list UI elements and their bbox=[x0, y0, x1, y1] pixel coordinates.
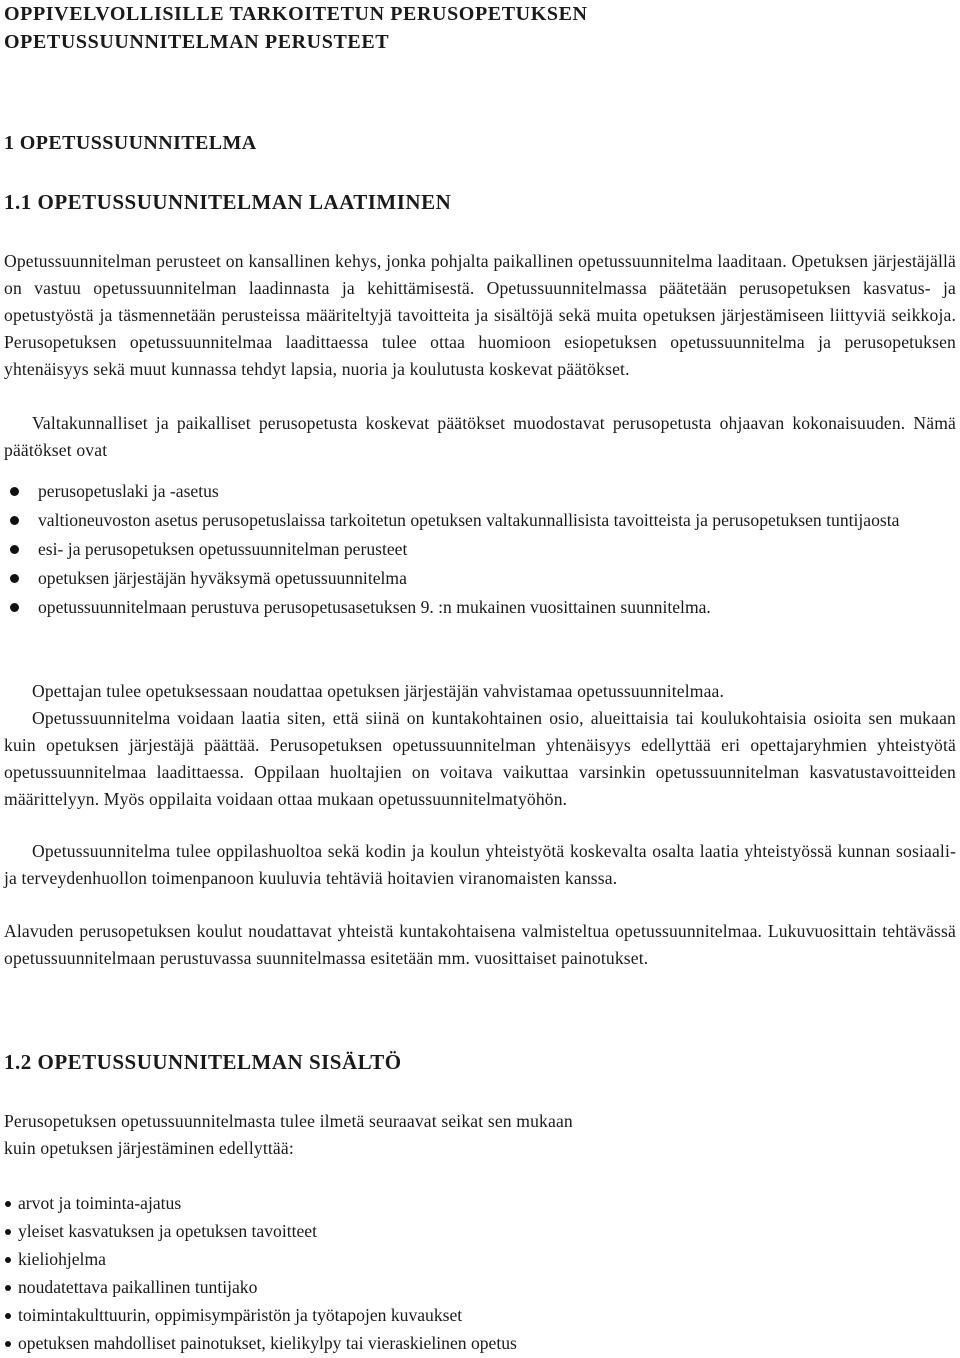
bullet-icon bbox=[5, 1285, 11, 1291]
bullet-icon bbox=[5, 1341, 11, 1347]
document-title bbox=[4, 0, 588, 56]
list-item: yleiset kasvatuksen ja opetuksen tavoitteet bbox=[0, 1217, 956, 1245]
list-item: perusopetuslaki ja -asetus bbox=[0, 477, 956, 506]
paragraph-structure: Opetussuunnitelma voidaan laatia siten, että siinä on kuntakohtainen osio, alueittaisia tai koulukohtaisia osioita sen mukaan kuin opetuksen järjestäjä päättää. Perusopetuksen opetussuunnitelman yhtenäisyys edellyttää eri opettajaryhmien yhteistyötä opetussuunnitelmaa laadittaessa. Oppilaan huoltajien on voitava vaikuttaa varsinkin opetussuunnitelman kasvatustavoitteiden määrittelyyn. Myös oppilaita voidaan ottaa mukaan opetussuunnitelmatyöhön. bbox=[4, 708, 956, 809]
decisions-list bbox=[0, 477, 956, 622]
paragraph-teacher: Opettajan tulee opetuksessaan noudattaa opetuksen järjestäjän vahvistamaa opetussuunnitelmaa. bbox=[32, 681, 725, 701]
bullet-icon bbox=[5, 1229, 11, 1235]
list-item: valtioneuvoston asetus perusopetuslaissa tarkoitetun opetuksen valtakunnallisista tavoitteista ja perusopetuksen tuntijaosta bbox=[0, 506, 956, 535]
paragraph-contents-intro bbox=[4, 1108, 956, 1162]
bullet-icon bbox=[5, 1201, 11, 1207]
bullet-icon bbox=[5, 1257, 11, 1263]
bullet-icon bbox=[10, 574, 19, 583]
paragraph-pupil-welfare: Opetussuunnitelma tulee oppilashuoltoa sekä kodin ja koulun yhteistyötä koskevalta osalta laatia yhteistyössä kunnan sosiaali- ja terveydenhuollon toimenpanoon kuuluvia tehtäviä hoitavien viranomaisten kanssa. bbox=[4, 841, 956, 888]
list-item: opetuksen mahdolliset painotukset, kielikylpy tai vieraskielinen opetus bbox=[0, 1329, 956, 1357]
list-item: arvot ja toiminta-ajatus bbox=[0, 1189, 956, 1217]
contents-intro-line-2: kuin opetuksen järjestäminen edellyttää: bbox=[4, 1138, 294, 1158]
title-line-1: OPPIVELVOLLISILLE TARKOITETUN PERUSOPETUKSEN bbox=[4, 3, 588, 25]
list-item: esi- ja perusopetuksen opetussuunnitelman perusteet bbox=[0, 535, 956, 564]
contents-intro-line-1: Perusopetuksen opetussuunnitelmasta tulee ilmetä seuraavat seikat sen mukaan bbox=[4, 1111, 573, 1131]
list-item: opetuksen järjestäjän hyväksymä opetussuunnitelma bbox=[0, 564, 956, 593]
paragraph-framework: Opetussuunnitelman perusteet on kansallinen kehys, jonka pohjalta paikallinen opetussuunnitelma laaditaan. Opetuksen järjestäjällä on vastuu opetussuunnitelman laadinnasta ja kehittämisestä. Opetussuunnitelmassa päätetään perusopetuksen kasvatus- ja opetustyöstä ja täsmennetään perusteissa määriteltyjä tavoitteita ja sisältöjä sekä muita opetuksen järjestämiseen liittyviä seikkoja. Perusopetuksen opetussuunnitelmaa laadittaessa tulee ottaa huomioon esiopetuksen opetussuunnitelma ja perusopetuksen yhtenäisyys sekä muut kunnassa tehdyt lapsia, nuoria ja koulutusta koskevat päätökset. bbox=[4, 251, 956, 379]
title-line-2: OPETUSSUUNNITELMAN PERUSTEET bbox=[4, 31, 390, 53]
bullet-icon bbox=[5, 1313, 11, 1319]
bullet-icon bbox=[10, 516, 19, 525]
section-heading-1: 1 OPETUSSUUNNITELMA bbox=[4, 132, 257, 154]
list-item: noudatettava paikallinen tuntijako bbox=[0, 1273, 956, 1301]
section-heading-1-2: 1.2 OPETUSSUUNNITELMAN SISÄLTÖ bbox=[4, 1050, 402, 1074]
paragraph-decisions-intro: Valtakunnalliset ja paikalliset perusopetusta koskevat päätökset muodostavat perusopetusta ohjaavan kokonaisuuden. Nämä päätökset ovat bbox=[4, 413, 956, 460]
bullet-icon bbox=[10, 545, 19, 554]
list-item: opetussuunnitelmaan perustuva perusopetusasetuksen 9. :n mukainen vuosittainen suunnitelma. bbox=[0, 593, 956, 622]
section-heading-1-1: 1.1 OPETUSSUUNNITELMAN LAATIMINEN bbox=[4, 190, 452, 214]
bullet-icon bbox=[10, 487, 19, 496]
paragraph-alavus: Alavuden perusopetuksen koulut noudattavat yhteistä kuntakohtaisena valmisteltua opetussuunnitelmaa. Lukuvuosittain tehtävässä opetussuunnitelmaan perustuvassa suunnitelmassa esitetään mm. vuosittaiset painotukset. bbox=[4, 921, 956, 968]
bullet-icon bbox=[10, 603, 19, 612]
list-item: kieliohjelma bbox=[0, 1245, 956, 1273]
contents-list bbox=[0, 1189, 956, 1357]
list-item: toimintakulttuurin, oppimisympäristön ja työtapojen kuvaukset bbox=[0, 1301, 956, 1329]
